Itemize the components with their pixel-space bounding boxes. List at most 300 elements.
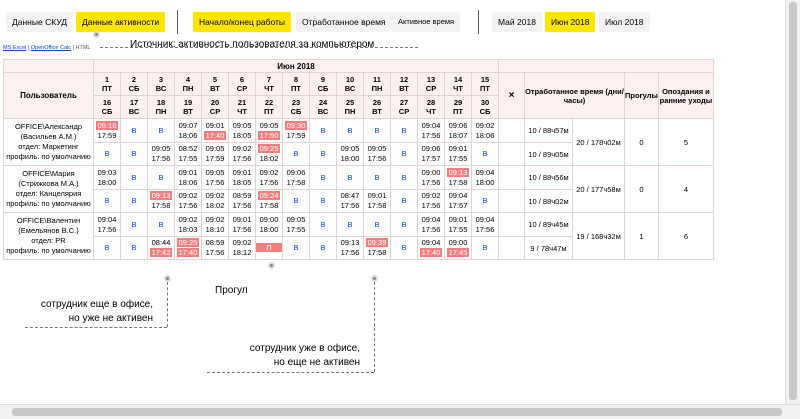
- day-cell[interactable]: [445, 213, 472, 237]
- day-cell[interactable]: [391, 190, 418, 213]
- day-header: 17 ВС: [121, 96, 148, 119]
- source-callout: Источник: активность пользователя за компьютером: [130, 39, 375, 50]
- day-header: 11 ПН: [364, 73, 391, 96]
- day-header: 21 ЧТ: [229, 96, 256, 119]
- weekend-marker: В: [401, 243, 407, 252]
- time-value: 09:25: [178, 238, 198, 247]
- absences-column-header: Прогулы: [625, 73, 659, 119]
- day-cell[interactable]: [94, 143, 121, 166]
- time-value: 09:13: [448, 167, 468, 177]
- time-value: 09:05: [259, 120, 279, 130]
- time-value: 18:05: [232, 177, 252, 187]
- close-button[interactable]: ×: [499, 73, 525, 119]
- time-value: 17:50: [259, 130, 279, 140]
- day-header: 4 ПН: [175, 73, 202, 96]
- time-value: 17:55: [448, 154, 468, 163]
- day-cell[interactable]: [364, 237, 391, 260]
- weekend-marker: В: [293, 149, 299, 158]
- time-value: 17:56: [205, 248, 225, 257]
- day-cell[interactable]: [337, 237, 364, 260]
- late-cell: 4: [658, 166, 713, 213]
- time-value: 18:00: [97, 177, 117, 187]
- time-value: 09:04: [448, 191, 468, 200]
- day-cell[interactable]: [175, 190, 202, 213]
- day-cell[interactable]: [175, 143, 202, 166]
- time-value: 17:56: [97, 224, 117, 234]
- time-value: 17:57: [421, 154, 441, 163]
- time-value: 09:25: [259, 144, 279, 153]
- close-column-cell: [499, 166, 525, 190]
- time-value: 17:56: [475, 224, 495, 234]
- time-value: 17:58: [448, 177, 468, 187]
- time-value: 18:06: [475, 130, 495, 140]
- day-header: 25 ПН: [337, 96, 364, 119]
- weekend-marker: В: [104, 243, 110, 252]
- day-cell[interactable]: [256, 237, 283, 260]
- day-cell[interactable]: [121, 190, 148, 213]
- callout-line: [25, 327, 167, 328]
- day-cell[interactable]: [337, 190, 364, 213]
- weekend-marker: В: [158, 125, 164, 135]
- day-header: 10 ВС: [337, 73, 364, 96]
- day-cell[interactable]: [229, 119, 256, 143]
- day-cell[interactable]: [472, 143, 499, 166]
- day-header: 18 ПН: [148, 96, 175, 119]
- day-header: 28 ЧТ: [418, 96, 445, 119]
- weekend-marker: В: [293, 196, 299, 205]
- day-cell[interactable]: [364, 190, 391, 213]
- time-value: 09:01: [205, 120, 225, 130]
- day-cell[interactable]: [364, 166, 391, 190]
- time-value: 09:04: [475, 167, 495, 177]
- day-header: 30 СБ: [472, 96, 499, 119]
- day-cell[interactable]: [202, 190, 229, 213]
- weekend-marker: В: [374, 172, 380, 182]
- day-cell[interactable]: [283, 166, 310, 190]
- weekend-marker: В: [131, 172, 137, 182]
- day-cell[interactable]: [94, 237, 121, 260]
- time-value: 09:04: [421, 120, 441, 130]
- weekend-marker: В: [104, 149, 110, 158]
- time-value: 17:56: [421, 177, 441, 187]
- day-cell[interactable]: [364, 213, 391, 237]
- day-cell[interactable]: [121, 166, 148, 190]
- weekend-marker: В: [482, 196, 488, 205]
- time-value: 09:06: [286, 167, 306, 177]
- day-cell[interactable]: [391, 237, 418, 260]
- time-value: 17:56: [232, 224, 252, 234]
- late-cell: 5: [658, 119, 713, 166]
- weekend-marker: В: [482, 243, 488, 252]
- time-value: 17:55: [448, 224, 468, 234]
- day-cell[interactable]: [418, 119, 445, 143]
- day-header: 5 ВТ: [202, 73, 229, 96]
- day-cell[interactable]: [310, 190, 337, 213]
- day-header: 22 ПТ: [256, 96, 283, 119]
- user-name-cell[interactable]: OFFICE\Александр (Васильев А.М.) отдел: Маркетинг профиль: по умолчанию: [4, 119, 94, 166]
- tab-skud-data[interactable]: Данные СКУД: [6, 12, 73, 32]
- time-value: 17:56: [421, 130, 441, 140]
- weekend-marker: В: [131, 125, 137, 135]
- day-cell[interactable]: [175, 166, 202, 190]
- day-cell[interactable]: [310, 143, 337, 166]
- day-cell[interactable]: [229, 213, 256, 237]
- time-value: 18:12: [232, 248, 252, 257]
- day-cell[interactable]: [148, 237, 175, 260]
- callout-dot: [268, 262, 275, 269]
- day-cell[interactable]: [364, 143, 391, 166]
- worked-total-cell: 20 / 177ч58м: [573, 166, 625, 213]
- time-value: 18:02: [205, 201, 225, 210]
- day-cell[interactable]: [391, 119, 418, 143]
- worked-total-cell: 20 / 178ч02м: [573, 119, 625, 166]
- time-value: 09:02: [205, 214, 225, 224]
- time-value: 08:59: [232, 191, 252, 200]
- time-value: 18:10: [205, 224, 225, 234]
- day-cell[interactable]: [445, 143, 472, 166]
- worked-period-cell: 10 / 88ч57м: [525, 119, 573, 143]
- time-value: 09:02: [178, 214, 198, 224]
- time-value: 09:02: [259, 167, 279, 177]
- time-value: 17:58: [151, 201, 171, 210]
- weekend-marker: В: [347, 219, 353, 229]
- day-cell[interactable]: [283, 143, 310, 166]
- day-cell[interactable]: [175, 237, 202, 260]
- day-cell[interactable]: [94, 190, 121, 213]
- day-header: 16 СБ: [94, 96, 121, 119]
- export-html-link[interactable]: HTML: [75, 45, 91, 51]
- day-cell[interactable]: [94, 119, 121, 143]
- day-cell[interactable]: [418, 190, 445, 213]
- day-cell[interactable]: [310, 237, 337, 260]
- time-value: 17:42: [151, 248, 171, 257]
- day-cell[interactable]: [175, 119, 202, 143]
- day-cell[interactable]: [472, 190, 499, 213]
- worked-period-cell: 9 / 78ч47м: [525, 237, 573, 260]
- day-cell[interactable]: [445, 119, 472, 143]
- attendance-table: [3, 59, 714, 260]
- month-header-spacer: [4, 60, 94, 73]
- time-value: 09:01: [232, 167, 252, 177]
- time-value: 09:05: [232, 120, 252, 130]
- day-cell[interactable]: [148, 143, 175, 166]
- time-value: 09:04: [421, 238, 441, 247]
- time-value: 09:07: [178, 120, 198, 130]
- time-value: 18:00: [259, 224, 279, 234]
- weekend-marker: В: [320, 243, 326, 252]
- day-cell[interactable]: [391, 213, 418, 237]
- worked-period-cell: 10 / 89ч45м: [525, 213, 573, 237]
- day-cell[interactable]: [445, 166, 472, 190]
- time-value: 17:59: [286, 130, 306, 140]
- weekend-marker: В: [158, 219, 164, 229]
- time-value: 18:00: [475, 177, 495, 187]
- time-value: 09:01: [178, 167, 198, 177]
- time-value: 17:56: [367, 154, 387, 163]
- weekend-marker: В: [320, 125, 326, 135]
- callout-dot: [164, 275, 171, 282]
- time-value: 09:05: [205, 167, 225, 177]
- day-cell[interactable]: [256, 166, 283, 190]
- time-value: 17:56: [151, 154, 171, 163]
- day-cell[interactable]: [445, 190, 472, 213]
- day-cell[interactable]: [202, 166, 229, 190]
- day-cell[interactable]: [472, 213, 499, 237]
- vertical-scrollbar[interactable]: [785, 0, 800, 405]
- day-header: 27 СР: [391, 96, 418, 119]
- table-row: [4, 213, 714, 237]
- time-value: 17:56: [340, 248, 360, 257]
- month-may-2018[interactable]: Май 2018: [492, 12, 542, 32]
- day-cell[interactable]: [148, 213, 175, 237]
- weekend-marker: В: [104, 196, 110, 205]
- time-value: 08:59: [205, 238, 225, 247]
- time-value: 08:44: [151, 238, 171, 247]
- tab-activity-data[interactable]: Данные активности: [76, 12, 165, 32]
- day-cell[interactable]: [256, 119, 283, 143]
- user-name-cell[interactable]: OFFICE\Валентин (Емельянов В.С.) отдел: PR профиль: по умолчанию: [4, 213, 94, 260]
- weekend-marker: В: [482, 149, 488, 158]
- day-header: 3 ВС: [148, 73, 175, 96]
- day-cell[interactable]: [418, 143, 445, 166]
- horizontal-scrollbar[interactable]: [0, 404, 800, 419]
- time-value: 09:05: [367, 144, 387, 153]
- day-cell[interactable]: [202, 237, 229, 260]
- time-value: 17:55: [178, 154, 198, 163]
- day-cell[interactable]: [202, 213, 229, 237]
- day-cell[interactable]: [445, 237, 472, 260]
- time-value: 09:06: [421, 144, 441, 153]
- time-value: 09:00: [421, 167, 441, 177]
- day-cell[interactable]: [418, 166, 445, 190]
- day-header: 1 ПТ: [94, 73, 121, 96]
- time-value: 17:59: [205, 154, 225, 163]
- time-value: 08:52: [178, 144, 198, 153]
- day-cell[interactable]: [229, 237, 256, 260]
- time-value: 09:02: [475, 120, 495, 130]
- note-absence: Прогул: [215, 285, 248, 296]
- user-name-cell[interactable]: OFFICE\Мария (Стрижкова М.А.) отдел: Канцелярия профиль: по умолчанию: [4, 166, 94, 213]
- absences-cell: 0: [625, 166, 659, 213]
- weekend-marker: В: [401, 219, 407, 229]
- time-value: 17:56: [205, 177, 225, 187]
- day-cell[interactable]: [391, 166, 418, 190]
- day-cell[interactable]: [121, 143, 148, 166]
- weekend-marker: В: [401, 196, 407, 205]
- day-cell[interactable]: [310, 119, 337, 143]
- weekend-marker: В: [320, 219, 326, 229]
- tab-worked-time[interactable]: Отработанное время: [296, 12, 392, 32]
- day-cell[interactable]: [229, 190, 256, 213]
- time-value: 17:56: [340, 201, 360, 210]
- day-cell[interactable]: [148, 190, 175, 213]
- time-value: 18:03: [178, 224, 198, 234]
- time-value: 17:56: [232, 154, 252, 163]
- export-oo-calc-link[interactable]: OpenOffice Calc: [30, 45, 71, 51]
- time-value: 09:01: [448, 144, 468, 153]
- close-column-cell: [499, 213, 525, 237]
- day-header: 7 ЧТ: [256, 73, 283, 96]
- weekend-marker: В: [320, 172, 326, 182]
- day-cell[interactable]: [310, 166, 337, 190]
- divider: [478, 10, 479, 34]
- time-value: 09:16: [97, 120, 117, 130]
- day-cell[interactable]: [121, 119, 148, 143]
- callout-line: [374, 282, 375, 372]
- weekend-marker: В: [401, 125, 407, 135]
- day-header: 2 СБ: [121, 73, 148, 96]
- day-cell[interactable]: [337, 166, 364, 190]
- day-header: 19 ВТ: [175, 96, 202, 119]
- day-cell[interactable]: [283, 190, 310, 213]
- absences-cell: 0: [625, 119, 659, 166]
- callout-dot: [93, 31, 100, 38]
- day-cell[interactable]: [283, 119, 310, 143]
- time-value: 09:05: [205, 144, 225, 153]
- time-value: 17:56: [178, 201, 198, 210]
- time-value: 09:02: [178, 191, 198, 200]
- time-value: 17:55: [286, 224, 306, 234]
- day-cell[interactable]: [472, 166, 499, 190]
- time-value: 09:30: [286, 120, 306, 130]
- month-jul-2018[interactable]: Июл 2018: [599, 12, 650, 32]
- weekend-marker: В: [374, 125, 380, 135]
- time-value: 17:58: [259, 201, 279, 210]
- worked-period-cell: 10 / 88ч56м: [525, 166, 573, 190]
- day-cell[interactable]: [472, 119, 499, 143]
- day-cell[interactable]: [337, 143, 364, 166]
- export-ms-excel-link[interactable]: MS Excel: [3, 45, 27, 51]
- weekend-marker: В: [131, 243, 137, 252]
- day-header: 14 ЧТ: [445, 73, 472, 96]
- weekend-marker: В: [374, 219, 380, 229]
- month-header: Июн 2018: [94, 60, 499, 73]
- user-column-header: Пользователь: [4, 73, 94, 119]
- time-value: 17:58: [367, 201, 387, 210]
- day-header: 29 ПТ: [445, 96, 472, 119]
- day-cell[interactable]: [472, 237, 499, 260]
- time-value: 09:13: [151, 191, 171, 200]
- callout-line: [207, 372, 374, 373]
- day-header: 9 СБ: [310, 73, 337, 96]
- time-value: 09:02: [421, 191, 441, 200]
- time-value: 09:05: [286, 214, 306, 224]
- day-cell[interactable]: [256, 213, 283, 237]
- day-cell[interactable]: [283, 213, 310, 237]
- worked-column-header: Отработанное время (дни/часы): [525, 73, 625, 119]
- month-header-spacer: [499, 60, 714, 73]
- tab-start-end-work[interactable]: Начало/конец работы: [193, 12, 291, 32]
- close-column-cell: [499, 119, 525, 143]
- time-value: 18:06: [178, 177, 198, 187]
- time-value: 18:00: [340, 154, 360, 163]
- day-header: 23 СБ: [283, 96, 310, 119]
- time-value: 17:40: [178, 248, 198, 257]
- time-value: 17:40: [205, 130, 225, 140]
- day-cell[interactable]: [94, 166, 121, 190]
- time-value: 09:04: [475, 214, 495, 224]
- time-value: 09:00: [448, 238, 468, 247]
- day-cell[interactable]: [256, 143, 283, 166]
- day-cell[interactable]: [337, 213, 364, 237]
- day-header: 26 ВТ: [364, 96, 391, 119]
- day-cell[interactable]: [121, 213, 148, 237]
- time-value: 17:56: [421, 201, 441, 210]
- close-column-cell: [499, 143, 525, 166]
- absences-cell: 1: [625, 213, 659, 260]
- weekend-marker: В: [401, 149, 407, 158]
- month-jun-2018[interactable]: Июн 2018: [545, 12, 595, 32]
- weekend-marker: В: [131, 149, 137, 158]
- day-cell[interactable]: [229, 166, 256, 190]
- day-cell[interactable]: [202, 119, 229, 143]
- weekend-marker: В: [320, 196, 326, 205]
- day-cell[interactable]: [202, 143, 229, 166]
- time-value: 08:47: [340, 191, 360, 200]
- time-value: 17:58: [286, 177, 306, 187]
- day-cell[interactable]: [94, 213, 121, 237]
- tab-active-time[interactable]: Активное время: [392, 12, 460, 32]
- worked-total-cell: 19 / 168ч32м: [573, 213, 625, 260]
- day-cell[interactable]: [418, 213, 445, 237]
- divider: [177, 10, 178, 34]
- day-cell[interactable]: [364, 119, 391, 143]
- weekend-marker: В: [293, 243, 299, 252]
- time-value: 18:07: [448, 130, 468, 140]
- time-value: 09:02: [232, 144, 252, 153]
- day-cell[interactable]: [229, 143, 256, 166]
- day-cell[interactable]: [148, 119, 175, 143]
- day-header: 12 ВТ: [391, 73, 418, 96]
- weekend-marker: В: [131, 219, 137, 229]
- time-value: 09:39: [367, 238, 387, 247]
- day-cell[interactable]: [121, 237, 148, 260]
- time-value: 09:04: [421, 214, 441, 224]
- weekend-marker: В: [158, 172, 164, 182]
- note-not-yet-active: сотрудник уже в офисе, но еще не активен: [249, 343, 360, 368]
- day-cell[interactable]: [256, 190, 283, 213]
- close-column-cell: [499, 237, 525, 260]
- day-cell[interactable]: [418, 237, 445, 260]
- weekend-marker: В: [347, 125, 353, 135]
- day-cell[interactable]: [337, 119, 364, 143]
- callout-line: [167, 282, 168, 327]
- time-value: 18:06: [178, 130, 198, 140]
- day-header: 8 ПТ: [283, 73, 310, 96]
- absence-marker: П: [256, 243, 281, 252]
- time-value: 09:03: [97, 167, 117, 177]
- day-header: 24 ВС: [310, 96, 337, 119]
- time-value: 09:05: [340, 144, 360, 153]
- late-cell: 6: [658, 213, 713, 260]
- worked-period-cell: 10 / 89ч05м: [525, 143, 573, 166]
- day-cell[interactable]: [391, 143, 418, 166]
- late-column-header: Опоздания и ранние уходы: [658, 73, 713, 119]
- time-value: 18:02: [259, 154, 279, 163]
- time-value: 09:00: [259, 214, 279, 224]
- worked-period-cell: 10 / 88ч02м: [525, 190, 573, 213]
- time-value: 09:05: [151, 144, 171, 153]
- time-value: 09:01: [448, 214, 468, 224]
- day-cell[interactable]: [283, 237, 310, 260]
- day-cell[interactable]: [310, 213, 337, 237]
- day-cell[interactable]: [148, 166, 175, 190]
- day-header: 20 СР: [202, 96, 229, 119]
- note-still-in-office: сотрудник еще в офисе, но уже не активен: [40, 299, 153, 324]
- day-cell[interactable]: [175, 213, 202, 237]
- time-value: 17:56: [259, 177, 279, 187]
- day-header: 15 ПТ: [472, 73, 499, 96]
